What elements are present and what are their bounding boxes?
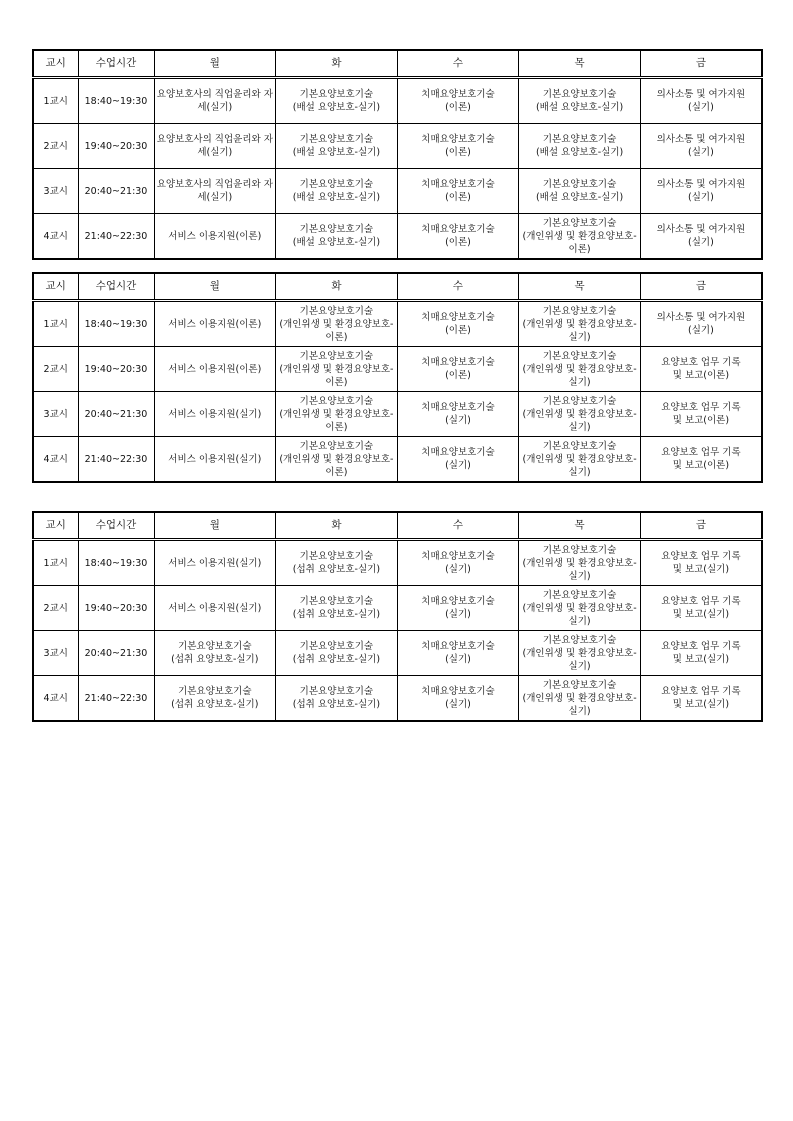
table-row <box>33 392 762 437</box>
course-cell <box>640 347 762 392</box>
course-line: (배설 요양보호-실기) <box>535 192 624 203</box>
course-cell <box>519 347 641 392</box>
course-line: (배설 요양보호-실기) <box>535 102 624 113</box>
course-cell <box>154 214 276 260</box>
course-cell <box>519 124 641 169</box>
course-cell <box>640 540 762 586</box>
course-cell <box>154 347 276 392</box>
course-line: (섭취 요양보호-실기) <box>292 564 381 575</box>
course-line: 치매요양보호기술 <box>421 312 495 323</box>
time-cell: 21:40~22:30 <box>78 214 154 260</box>
course-line: 및 보고(이론) <box>672 460 730 471</box>
course-line: (개인위생 및 환경요양보호- <box>522 557 637 569</box>
time-cell: 19:40~20:30 <box>78 586 154 631</box>
course-line: 실기) <box>568 570 591 582</box>
period-cell: 2교시 <box>33 347 78 392</box>
course-line: (섭취 요양보호-실기) <box>292 699 381 710</box>
course-line: 기본요양보호기술 <box>542 395 617 407</box>
course-line: 기본요양보호기술 <box>299 305 374 317</box>
course-line: (배설 요양보호-실기) <box>535 147 624 158</box>
time-cell: 20:40~21:30 <box>78 169 154 214</box>
period-cell: 1교시 <box>33 301 78 347</box>
course-line: (개인위생 및 환경요양보호- <box>522 647 637 659</box>
column-header: 화 <box>276 50 398 78</box>
course-line: 의사소통 및 여가지원 <box>656 224 746 235</box>
course-line: 치매요양보호기술 <box>421 551 495 562</box>
course-cell <box>640 169 762 214</box>
column-header: 금 <box>640 273 762 301</box>
table-row <box>33 437 762 483</box>
course-line: 기본요양보호기술 <box>542 305 617 317</box>
course-line: (개인위생 및 환경요양보호- <box>522 602 637 614</box>
column-header: 수업시간 <box>78 512 154 540</box>
course-line: 및 보고(실기) <box>672 609 730 620</box>
course-cell <box>397 676 519 722</box>
course-line: 요양보호사의 직업윤리와 자 <box>156 89 273 100</box>
course-line: (실기) <box>688 147 714 158</box>
column-header: 월 <box>154 273 276 301</box>
period-cell: 1교시 <box>33 540 78 586</box>
time-cell: 20:40~21:30 <box>78 392 154 437</box>
course-cell <box>154 301 276 347</box>
course-line: 기본요양보호기술 <box>542 350 617 362</box>
course-cell <box>519 78 641 124</box>
course-line: (이론) <box>445 192 471 203</box>
course-line: 기본요양보호기술 <box>299 395 374 407</box>
course-cell <box>397 78 519 124</box>
course-cell <box>397 124 519 169</box>
table-row <box>33 78 762 124</box>
course-line: 요양보호 업무 기록 <box>661 686 741 697</box>
course-line: 실기) <box>568 466 591 478</box>
course-cell <box>154 437 276 483</box>
course-line: 치매요양보호기술 <box>421 357 495 368</box>
course-line: 치매요양보호기술 <box>421 134 495 145</box>
column-header: 목 <box>519 273 641 301</box>
course-line: (개인위생 및 환경요양보호- <box>522 318 637 330</box>
column-header: 목 <box>519 50 641 78</box>
course-cell <box>154 631 276 676</box>
period-cell: 4교시 <box>33 214 78 260</box>
course-line: (배설 요양보호-실기) <box>292 192 381 203</box>
table-row <box>33 347 762 392</box>
course-cell <box>640 586 762 631</box>
course-cell <box>640 392 762 437</box>
time-cell: 18:40~19:30 <box>78 301 154 347</box>
time-cell: 21:40~22:30 <box>78 676 154 722</box>
course-cell <box>640 437 762 483</box>
course-line: 서비스 이용지원(실기) <box>168 453 262 465</box>
course-line: 실기) <box>568 376 591 388</box>
course-line: 치매요양보호기술 <box>421 179 495 190</box>
course-cell <box>276 169 398 214</box>
course-line: (개인위생 및 환경요양보호- <box>279 453 394 465</box>
column-header: 월 <box>154 512 276 540</box>
course-cell <box>276 214 398 260</box>
table-row <box>33 676 762 722</box>
column-header: 수업시간 <box>78 273 154 301</box>
course-line: 세(실기) <box>197 102 233 113</box>
course-line: (실기) <box>445 415 471 426</box>
course-line: 의사소통 및 여가지원 <box>656 312 746 323</box>
course-line: 이론) <box>325 331 348 343</box>
course-line: (실기) <box>688 237 714 248</box>
course-line: 세(실기) <box>197 147 233 158</box>
course-cell <box>154 540 276 586</box>
column-header: 수 <box>397 50 519 78</box>
course-line: 서비스 이용지원(이론) <box>168 363 262 375</box>
course-line: 기본요양보호기술 <box>542 89 617 100</box>
course-cell <box>397 631 519 676</box>
course-line: 기본요양보호기술 <box>299 89 374 100</box>
time-cell: 18:40~19:30 <box>78 78 154 124</box>
course-line: (실기) <box>688 192 714 203</box>
course-cell <box>519 169 641 214</box>
course-cell <box>640 676 762 722</box>
course-cell <box>397 586 519 631</box>
course-line: 요양보호 업무 기록 <box>661 596 741 607</box>
course-line: 기본요양보호기술 <box>299 134 374 145</box>
time-cell: 19:40~20:30 <box>78 347 154 392</box>
course-line: 및 보고(실기) <box>672 564 730 575</box>
course-cell <box>640 78 762 124</box>
course-line: (개인위생 및 환경요양보호- <box>522 408 637 420</box>
course-cell <box>519 631 641 676</box>
course-line: 기본요양보호기술 <box>299 350 374 362</box>
course-line: (이론) <box>445 325 471 336</box>
period-cell: 2교시 <box>33 124 78 169</box>
course-line: (섭취 요양보호-실기) <box>292 609 381 620</box>
course-line: 요양보호 업무 기록 <box>661 447 741 458</box>
period-cell: 3교시 <box>33 392 78 437</box>
course-line: (이론) <box>445 102 471 113</box>
course-line: (실기) <box>445 609 471 620</box>
table-row <box>33 301 762 347</box>
course-cell <box>154 586 276 631</box>
course-line: 서비스 이용지원(실기) <box>168 557 262 569</box>
course-line: 이론) <box>325 421 348 433</box>
course-cell <box>640 124 762 169</box>
column-header: 금 <box>640 512 762 540</box>
course-cell <box>640 214 762 260</box>
course-line: 기본요양보호기술 <box>542 544 617 556</box>
course-line: (배설 요양보호-실기) <box>292 102 381 113</box>
course-cell <box>276 586 398 631</box>
period-cell: 4교시 <box>33 676 78 722</box>
course-line: 치매요양보호기술 <box>421 686 495 697</box>
course-line: 기본요양보호기술 <box>542 179 617 190</box>
course-line: (개인위생 및 환경요양보호- <box>522 230 637 242</box>
course-cell <box>276 124 398 169</box>
course-line: 이론) <box>325 376 348 388</box>
course-line: 요양보호 업무 기록 <box>661 551 741 562</box>
course-line: 요양보호 업무 기록 <box>661 357 741 368</box>
course-line: 기본요양보호기술 <box>299 440 374 452</box>
course-line: (배설 요양보호-실기) <box>292 147 381 158</box>
course-line: 요양보호 업무 기록 <box>661 641 741 652</box>
course-line: 요양보호사의 직업윤리와 자 <box>156 134 273 145</box>
course-line: 기본요양보호기술 <box>542 679 617 691</box>
course-line: (섭취 요양보호-실기) <box>171 654 259 665</box>
course-line: 및 보고(이론) <box>672 370 730 381</box>
course-cell <box>154 169 276 214</box>
column-header: 교시 <box>33 273 78 301</box>
course-cell <box>276 631 398 676</box>
course-line: (실기) <box>688 102 714 113</box>
period-cell: 1교시 <box>33 78 78 124</box>
course-line: 기본요양보호기술 <box>178 641 252 652</box>
course-line: 실기) <box>568 421 591 433</box>
course-line: (개인위생 및 환경요양보호- <box>522 363 637 375</box>
course-cell <box>397 540 519 586</box>
course-cell <box>397 392 519 437</box>
course-line: 서비스 이용지원(이론) <box>168 230 262 242</box>
course-line: 이론) <box>568 243 591 255</box>
course-line: 실기) <box>568 615 591 627</box>
course-cell <box>276 392 398 437</box>
column-header: 수업시간 <box>78 50 154 78</box>
column-header: 목 <box>519 512 641 540</box>
course-cell <box>519 214 641 260</box>
course-line: 실기) <box>568 331 591 343</box>
course-line: 서비스 이용지원(이론) <box>168 318 262 330</box>
time-cell: 20:40~21:30 <box>78 631 154 676</box>
time-cell: 18:40~19:30 <box>78 540 154 586</box>
course-cell <box>640 631 762 676</box>
column-header: 수 <box>397 512 519 540</box>
course-line: 기본요양보호기술 <box>542 634 617 646</box>
table-row <box>33 586 762 631</box>
course-cell <box>276 540 398 586</box>
course-cell <box>154 392 276 437</box>
course-cell <box>640 301 762 347</box>
column-header: 교시 <box>33 50 78 78</box>
course-line: (실기) <box>445 460 471 471</box>
header-row <box>33 512 762 540</box>
time-cell: 19:40~20:30 <box>78 124 154 169</box>
table-row <box>33 540 762 586</box>
course-line: 이론) <box>325 466 348 478</box>
course-line: 기본요양보호기술 <box>299 641 374 652</box>
course-line: 기본요양보호기술 <box>542 217 617 229</box>
course-line: 기본요양보호기술 <box>299 551 374 562</box>
course-line: 치매요양보호기술 <box>421 89 495 100</box>
course-cell <box>397 214 519 260</box>
table-row <box>33 214 762 260</box>
column-header: 화 <box>276 273 398 301</box>
period-cell: 2교시 <box>33 586 78 631</box>
period-cell: 4교시 <box>33 437 78 483</box>
course-line: 치매요양보호기술 <box>421 224 495 235</box>
course-line: 실기) <box>568 705 591 717</box>
table-row <box>33 124 762 169</box>
course-cell <box>397 437 519 483</box>
column-header: 금 <box>640 50 762 78</box>
course-line: (개인위생 및 환경요양보호- <box>279 363 394 375</box>
course-line: 서비스 이용지원(실기) <box>168 602 262 614</box>
course-line: (실기) <box>445 564 471 575</box>
course-cell <box>276 437 398 483</box>
course-cell <box>397 301 519 347</box>
course-line: (개인위생 및 환경요양보호- <box>279 408 394 420</box>
course-line: (섭취 요양보호-실기) <box>292 654 381 665</box>
column-header: 수 <box>397 273 519 301</box>
course-cell <box>519 392 641 437</box>
course-line: 기본요양보호기술 <box>299 686 374 697</box>
period-cell: 3교시 <box>33 631 78 676</box>
schedule-table-1 <box>32 49 763 260</box>
course-line: 기본요양보호기술 <box>542 440 617 452</box>
course-cell <box>276 301 398 347</box>
course-line: 실기) <box>568 660 591 672</box>
course-line: 세(실기) <box>197 192 233 203</box>
course-line: (섭취 요양보호-실기) <box>171 699 259 710</box>
course-line: 기본요양보호기술 <box>178 686 252 697</box>
course-line: 의사소통 및 여가지원 <box>656 179 746 190</box>
course-line: 서비스 이용지원(실기) <box>168 408 262 420</box>
schedule-table-3 <box>32 511 763 722</box>
course-cell <box>519 437 641 483</box>
course-line: 기본요양보호기술 <box>299 596 374 607</box>
table-row <box>33 631 762 676</box>
course-cell <box>397 169 519 214</box>
period-cell: 3교시 <box>33 169 78 214</box>
course-cell <box>276 78 398 124</box>
course-line: (실기) <box>445 654 471 665</box>
time-cell: 21:40~22:30 <box>78 437 154 483</box>
course-line: 및 보고(이론) <box>672 415 730 426</box>
column-header: 월 <box>154 50 276 78</box>
course-line: 및 보고(실기) <box>672 654 730 665</box>
header-row <box>33 273 762 301</box>
column-header: 화 <box>276 512 398 540</box>
course-line: (개인위생 및 환경요양보호- <box>279 318 394 330</box>
course-cell <box>154 78 276 124</box>
schedule-table-2 <box>32 272 763 483</box>
course-line: (실기) <box>445 699 471 710</box>
course-cell <box>276 347 398 392</box>
course-line: 기본요양보호기술 <box>299 179 374 190</box>
course-cell <box>519 540 641 586</box>
course-line: 의사소통 및 여가지원 <box>656 89 746 100</box>
course-cell <box>154 676 276 722</box>
table-row <box>33 169 762 214</box>
course-line: 치매요양보호기술 <box>421 402 495 413</box>
course-cell <box>397 347 519 392</box>
course-line: 치매요양보호기술 <box>421 641 495 652</box>
course-cell <box>519 586 641 631</box>
course-line: 의사소통 및 여가지원 <box>656 134 746 145</box>
course-line: (이론) <box>445 237 471 248</box>
course-line: 및 보고(실기) <box>672 699 730 710</box>
course-line: (이론) <box>445 370 471 381</box>
course-cell <box>154 124 276 169</box>
course-line: 요양보호 업무 기록 <box>661 402 741 413</box>
column-header: 교시 <box>33 512 78 540</box>
course-cell <box>276 676 398 722</box>
course-line: 기본요양보호기술 <box>542 589 617 601</box>
course-line: 기본요양보호기술 <box>299 224 374 235</box>
course-line: 기본요양보호기술 <box>542 134 617 145</box>
course-line: (개인위생 및 환경요양보호- <box>522 692 637 704</box>
course-line: 치매요양보호기술 <box>421 596 495 607</box>
course-line: (이론) <box>445 147 471 158</box>
course-line: (배설 요양보호-실기) <box>292 237 381 248</box>
course-line: (실기) <box>688 325 714 336</box>
course-line: 치매요양보호기술 <box>421 447 495 458</box>
course-line: (개인위생 및 환경요양보호- <box>522 453 637 465</box>
course-line: 요양보호사의 직업윤리와 자 <box>156 179 273 190</box>
course-cell <box>519 301 641 347</box>
course-cell <box>519 676 641 722</box>
header-row <box>33 50 762 78</box>
